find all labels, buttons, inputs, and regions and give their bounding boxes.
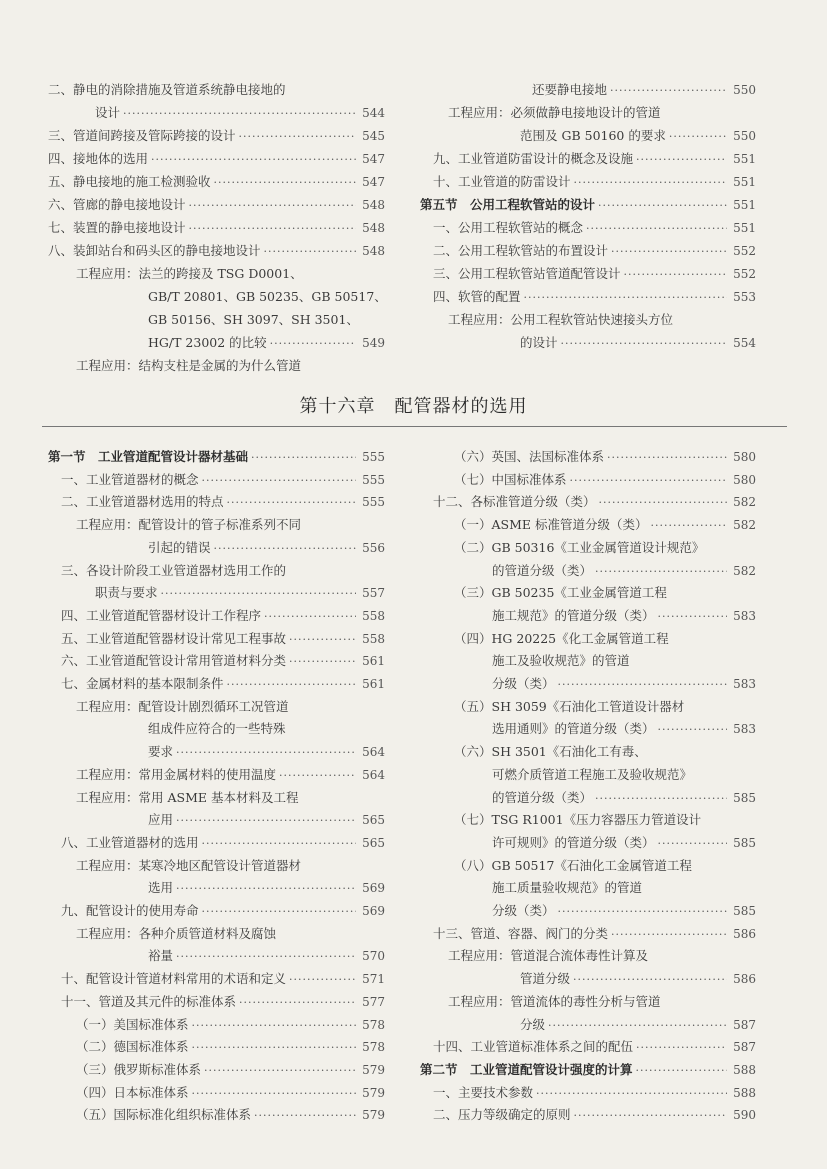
toc-leader-dots	[192, 1083, 356, 1105]
toc-page-number: 555	[362, 495, 385, 510]
toc-entry-title: 的管道分级（类）	[492, 562, 593, 578]
toc-entry	[420, 764, 756, 786]
toc-entry	[48, 718, 385, 740]
toc-section-heading	[420, 1059, 756, 1081]
toc-page-number: 587	[733, 1040, 756, 1055]
toc-page-number: 590	[733, 1108, 756, 1123]
toc-leader-dots	[658, 719, 727, 741]
toc-entry	[48, 537, 385, 559]
toc-page-number: 555	[362, 450, 385, 464]
toc-entry	[420, 446, 756, 468]
toc-entry	[48, 650, 385, 672]
toc-page-number: 578	[362, 1017, 385, 1032]
toc-entry-title: （三）俄罗斯标准体系	[76, 1061, 202, 1077]
toc-leader-dots	[289, 629, 356, 651]
toc-entry	[420, 696, 756, 718]
toc-entry	[420, 900, 756, 922]
toc-entry-title: 三、公用工程软管站管道配管设计	[433, 266, 621, 281]
toc-entry	[48, 877, 385, 899]
toc-leader-dots	[636, 1060, 727, 1082]
toc-entry	[48, 355, 385, 377]
toc-entry-title: 九、工业管道防雷设计的概念及设施	[433, 151, 634, 166]
toc-entry-title: 二、公用工程软管站的布置设计	[433, 243, 609, 258]
chapter-divider	[42, 426, 787, 427]
toc-entry-title: 四、工业管道配管器材设计工作程序	[61, 607, 262, 623]
toc-entry-title: 工程应用：配管设计的管子标准系列不同	[76, 517, 302, 533]
toc-section-heading	[420, 194, 756, 216]
toc-entry-title: 六、工业管道配管设计常用管道材料分类	[61, 653, 287, 669]
toc-leader-dots	[214, 538, 356, 560]
toc-leader-dots	[254, 1105, 356, 1127]
toc-entry-title: 裕量	[148, 948, 174, 964]
toc-leader-dots	[636, 149, 727, 171]
toc-entry-title: 要求	[148, 744, 174, 760]
toc-leader-dots	[289, 651, 356, 673]
toc-leader-dots	[123, 103, 356, 125]
toc-leader-dots	[651, 515, 728, 537]
toc-entry-title: 十一、管道及其元件的标准体系	[61, 993, 237, 1009]
toc-bottom-left-column	[48, 446, 385, 1136]
toc-entry	[48, 79, 385, 101]
toc-page-number: 588	[733, 1085, 756, 1100]
toc-entry-title: （六）SH 3501《石油化工有毒、	[454, 744, 647, 760]
toc-entry-title: （二）德国标准体系	[76, 1039, 189, 1055]
toc-page-number: 583	[733, 677, 756, 691]
toc-entry	[420, 582, 756, 604]
toc-leader-dots	[574, 172, 727, 194]
toc-leader-dots	[561, 333, 727, 355]
toc-entry-title: 工程应用：常用 ASME 基本材料及工程	[76, 789, 299, 805]
toc-page-number: 548	[362, 198, 385, 212]
toc-leader-dots	[610, 80, 727, 102]
toc-entry	[48, 1036, 385, 1058]
toc-entry-title: 九、配管设计的使用寿命	[61, 903, 199, 918]
toc-entry-title: 工程应用：常用金属材料的使用温度	[76, 766, 277, 782]
toc-page-number: 579	[362, 1062, 385, 1077]
toc-leader-dots	[624, 264, 727, 286]
toc-leader-dots	[598, 195, 727, 217]
toc-leader-dots	[161, 583, 356, 605]
toc-leader-dots	[558, 674, 727, 696]
toc-entry	[420, 332, 756, 354]
toc-entry-title: （一）美国标准体系	[76, 1016, 189, 1032]
toc-entry	[420, 125, 756, 147]
toc-page-number: 582	[733, 518, 756, 533]
toc-page-number: 552	[733, 244, 756, 258]
toc-entry	[420, 217, 756, 239]
toc-entry-title: 组成件应符合的一些特殊	[148, 721, 286, 737]
toc-page-number: 565	[362, 813, 385, 828]
toc-entry	[420, 877, 756, 899]
toc-entry-title: 选用通则》的管道分级（类）	[492, 721, 655, 737]
toc-entry	[420, 1082, 756, 1104]
toc-entry	[48, 1082, 385, 1104]
toc-entry	[420, 537, 756, 559]
toc-page-number: 550	[733, 129, 756, 143]
toc-leader-dots	[611, 241, 727, 263]
toc-entry-title: （一）ASME 标准管道分级（类）	[454, 517, 648, 533]
toc-entry-title: GB/T 20801、GB 50235、GB 50517、	[148, 289, 387, 304]
toc-page-number: 580	[733, 472, 756, 487]
toc-entry	[48, 491, 385, 513]
toc-leader-dots	[202, 833, 356, 855]
toc-entry-title: 二、压力等级确定的原则	[433, 1107, 571, 1123]
toc-page-number: 565	[362, 835, 385, 850]
toc-entry	[420, 102, 756, 124]
toc-entry-title: 应用	[148, 812, 174, 828]
toc-leader-dots	[264, 606, 356, 628]
toc-leader-dots	[202, 470, 356, 492]
toc-leader-dots	[189, 195, 356, 217]
toc-entry	[420, 673, 756, 695]
toc-entry-title: 范围及 GB 50160 的要求	[520, 128, 666, 143]
toc-page-number: 554	[733, 336, 756, 350]
toc-entry-title: 十二、各标准管道分级（类）	[433, 494, 596, 510]
toc-page-number: 587	[733, 1017, 756, 1032]
toc-entry-title: 工程应用：各种介质管道材料及腐蚀	[76, 925, 277, 941]
toc-entry	[48, 217, 385, 239]
toc-page-number: 564	[362, 767, 385, 782]
toc-entry-title: 五、工业管道配管器材设计常见工程事故	[61, 630, 287, 646]
toc-entry-title: 管道分级	[520, 971, 571, 987]
toc-entry	[420, 855, 756, 877]
toc-entry-title: 引起的错误	[148, 539, 211, 555]
toc-entry-title: 的管道分级（类）	[492, 789, 593, 805]
toc-top-left-column	[48, 79, 385, 379]
toc-entry-title: 十四、工业管道标准体系之间的配伍	[433, 1039, 634, 1055]
toc-entry	[48, 741, 385, 763]
toc-entry	[48, 171, 385, 193]
toc-page-number: 549	[362, 336, 385, 350]
toc-entry	[48, 560, 385, 582]
toc-page-number: 580	[733, 450, 756, 464]
toc-entry	[48, 809, 385, 831]
toc-entry-title: （三）GB 50235《工业金属管道工程	[454, 585, 667, 601]
toc-entry	[420, 469, 756, 491]
toc-entry	[420, 263, 756, 285]
toc-entry	[420, 286, 756, 308]
toc-leader-dots	[251, 447, 356, 469]
toc-entry	[48, 968, 385, 990]
toc-entry-title: 工程应用：结构支柱是金属的为什么管道	[76, 358, 302, 373]
toc-page-number: 585	[733, 904, 756, 918]
toc-entry-title: 工程应用：管道流体的毒性分析与管道	[448, 993, 661, 1009]
toc-entry	[420, 832, 756, 854]
toc-page-number: 569	[362, 904, 385, 918]
toc-entry	[420, 491, 756, 513]
toc-leader-dots	[227, 674, 356, 696]
toc-page-number: 561	[362, 677, 385, 691]
toc-entry-title: 十、配管设计管道材料常用的术语和定义	[61, 971, 287, 987]
toc-page-number: 552	[733, 267, 756, 281]
toc-page-number: 551	[733, 221, 756, 235]
toc-entry-title: 工程应用：某寒冷地区配管设计管道器材	[76, 857, 302, 873]
toc-leader-dots	[611, 924, 727, 946]
toc-entry-title: 二、静电的消除措施及管道系统静电接地的	[48, 82, 286, 97]
toc-entry-title: 十三、管道、容器、阀门的分类	[433, 925, 609, 941]
toc-entry	[48, 309, 385, 331]
toc-entry	[420, 171, 756, 193]
toc-entry-title: （七）TSG R1001《压力容器压力管道设计	[454, 812, 702, 828]
toc-leader-dots	[264, 241, 356, 263]
toc-page-number: 548	[362, 244, 385, 258]
toc-page-number: 583	[733, 608, 756, 623]
toc-entry-title: 的设计	[520, 335, 558, 350]
toc-leader-dots	[202, 901, 356, 923]
toc-entry	[48, 855, 385, 877]
toc-leader-dots	[176, 878, 356, 900]
toc-leader-dots	[289, 969, 356, 991]
toc-leader-dots	[176, 810, 356, 832]
toc-entry-title: 第二节 工业管道配管设计强度的计算	[420, 1061, 633, 1077]
toc-leader-dots	[151, 149, 356, 171]
toc-page-number: 578	[362, 1040, 385, 1055]
toc-page-number: 588	[733, 1062, 756, 1077]
toc-entry-title: 施工质量验收规范》的管道	[492, 880, 643, 896]
toc-entry	[48, 194, 385, 216]
toc-page-number: 553	[733, 290, 756, 304]
toc-entry	[420, 923, 756, 945]
toc-leader-dots	[192, 1037, 356, 1059]
toc-entry	[420, 1036, 756, 1058]
toc-entry-title: 第五节 公用工程软管站的设计	[420, 197, 596, 212]
toc-entry-title: （四）HG 20225《化工金属管道工程	[454, 630, 669, 646]
toc-entry	[48, 1059, 385, 1081]
toc-entry	[420, 968, 756, 990]
toc-leader-dots	[573, 969, 727, 991]
toc-page-number: 548	[362, 221, 385, 235]
toc-leader-dots	[192, 1015, 356, 1037]
toc-entry-title: （七）中国标准体系	[454, 471, 567, 487]
toc-entry	[420, 79, 756, 101]
toc-leader-dots	[279, 765, 356, 787]
toc-entry-title: 施工规范》的管道分级（类）	[492, 607, 655, 623]
toc-entry	[420, 148, 756, 170]
toc-entry-title: 四、接地体的选用	[48, 151, 149, 166]
toc-page-number: 551	[733, 198, 756, 212]
toc-entry-title: 分级（类）	[492, 676, 555, 691]
toc-entry-title: 许可规则》的管道分级（类）	[492, 834, 655, 850]
toc-page-number: 586	[733, 972, 756, 987]
toc-entry	[420, 718, 756, 740]
toc-page-number: 558	[362, 631, 385, 646]
toc-entry-title: 七、金属材料的基本限制条件	[61, 676, 224, 691]
toc-leader-dots	[189, 218, 356, 240]
toc-bottom-right-column	[420, 446, 756, 1136]
toc-entry	[420, 560, 756, 582]
toc-entry	[48, 605, 385, 627]
toc-entry	[48, 764, 385, 786]
toc-entry-title: 第一节 工业管道配管设计器材基础	[48, 449, 249, 464]
toc-page-number: 577	[362, 994, 385, 1009]
toc-entry	[48, 240, 385, 262]
toc-leader-dots	[176, 946, 356, 968]
toc-entry-title: （六）英国、法国标准体系	[454, 449, 605, 464]
toc-leader-dots	[239, 992, 356, 1014]
toc-entry-title: 分级	[520, 1016, 546, 1032]
toc-page-number: 558	[362, 608, 385, 623]
toc-entry	[420, 991, 756, 1013]
toc-entry	[48, 945, 385, 967]
toc-page-number: 585	[733, 790, 756, 805]
toc-leader-dots	[204, 1060, 356, 1082]
toc-page-number: 569	[362, 881, 385, 896]
toc-entry	[48, 469, 385, 491]
toc-page-number: 545	[362, 129, 385, 143]
toc-entry	[420, 240, 756, 262]
toc-page-number: 547	[362, 175, 385, 189]
toc-page-number: 544	[362, 106, 385, 120]
toc-page-number: 579	[362, 1108, 385, 1123]
toc-page-number: 582	[733, 495, 756, 510]
toc-entry	[48, 582, 385, 604]
toc-leader-dots	[599, 492, 727, 514]
toc-leader-dots	[658, 833, 727, 855]
toc-entry	[48, 696, 385, 718]
toc-entry	[48, 263, 385, 285]
toc-leader-dots	[636, 1037, 727, 1059]
toc-entry-title: 还要静电接地	[532, 82, 608, 97]
toc-entry	[420, 309, 756, 331]
toc-entry-title: HG/T 23002 的比较	[148, 335, 267, 350]
toc-entry-title: 一、主要技术参数	[433, 1084, 534, 1100]
toc-entry	[48, 332, 385, 354]
toc-entry-title: 八、装卸站台和码头区的静电接地设计	[48, 243, 261, 258]
toc-page-number: 583	[733, 722, 756, 737]
toc-entry-title: 分级（类）	[492, 903, 555, 918]
toc-leader-dots	[607, 447, 727, 469]
toc-page-number: 547	[362, 152, 385, 166]
toc-entry-title: 一、公用工程软管站的概念	[433, 220, 584, 235]
toc-entry	[420, 1014, 756, 1036]
toc-entry	[420, 787, 756, 809]
toc-page-number: 550	[733, 83, 756, 97]
toc-page-number: 579	[362, 1085, 385, 1100]
toc-entry-title: 可燃介质管道工程施工及验收规范》	[492, 766, 693, 782]
toc-leader-dots	[227, 492, 356, 514]
toc-leader-dots	[586, 218, 727, 240]
toc-page-number: 551	[733, 152, 756, 166]
toc-leader-dots	[669, 126, 727, 148]
toc-entry	[48, 991, 385, 1013]
toc-entry-title: 工程应用：法兰的跨接及 TSG D0001、	[76, 266, 303, 281]
toc-page-number: 570	[362, 949, 385, 964]
toc-page-number: 551	[733, 175, 756, 189]
toc-entry-title: 三、管道间跨接及管际跨接的设计	[48, 128, 236, 143]
toc-entry-title: 选用	[148, 880, 174, 896]
toc-entry	[48, 286, 385, 308]
toc-entry	[48, 102, 385, 124]
toc-entry	[48, 832, 385, 854]
toc-section-heading	[48, 446, 385, 468]
toc-entry-title: 二、工业管道器材选用的特点	[61, 494, 224, 510]
toc-entry-title: 六、管廊的静电接地设计	[48, 197, 186, 212]
toc-entry	[48, 923, 385, 945]
toc-entry-title: 工程应用：配管设计剧烈循环工况管道	[76, 698, 289, 714]
toc-entry	[420, 945, 756, 967]
toc-leader-dots	[176, 742, 356, 764]
chapter-title: 第十六章 配管器材的选用	[299, 396, 528, 417]
toc-leader-dots	[570, 470, 727, 492]
toc-entry	[48, 125, 385, 147]
toc-leader-dots	[239, 126, 356, 148]
toc-entry	[420, 741, 756, 763]
toc-entry-title: 十、工业管道的防雷设计	[433, 174, 571, 189]
toc-entry	[48, 1014, 385, 1036]
toc-leader-dots	[595, 788, 727, 810]
toc-entry-title: 一、工业管道器材的概念	[61, 471, 199, 487]
toc-leader-dots	[548, 1015, 727, 1037]
toc-entry-title: 四、软管的配置	[433, 289, 521, 304]
toc-page-number: 561	[362, 654, 385, 669]
toc-page-number: 556	[362, 540, 385, 555]
toc-entry-title: 五、静电接地的施工检测验收	[48, 174, 211, 189]
toc-entry	[48, 628, 385, 650]
toc-entry	[48, 148, 385, 170]
toc-entry-title: 七、装置的静电接地设计	[48, 220, 186, 235]
toc-page-number: 586	[733, 926, 756, 941]
toc-leader-dots	[574, 1105, 727, 1127]
toc-entry	[420, 605, 756, 627]
toc-entry	[420, 514, 756, 536]
toc-entry-title: （四）日本标准体系	[76, 1084, 189, 1100]
toc-entry-title: 设计	[95, 105, 121, 120]
toc-entry-title: （五）国际标准化组织标准体系	[76, 1107, 252, 1123]
toc-entry-title: 三、各设计阶段工业管道器材选用工作的	[61, 562, 287, 578]
toc-entry-title: （五）SH 3059《石油化工管道设计器材	[454, 698, 685, 714]
toc-leader-dots	[558, 901, 727, 923]
toc-entry-title: 工程应用：公用工程软管站快速接头方位	[448, 312, 674, 327]
toc-entry-title: 八、工业管道器材的选用	[61, 834, 199, 850]
toc-entry-title: 工程应用：必须做静电接地设计的管道	[448, 105, 661, 120]
toc-entry	[420, 1104, 756, 1126]
toc-page-number: 555	[362, 472, 385, 487]
toc-entry-title: 工程应用：管道混合流体毒性计算及	[448, 948, 649, 964]
toc-entry	[48, 514, 385, 536]
toc-leader-dots	[536, 1083, 727, 1105]
toc-page-number: 582	[733, 563, 756, 578]
toc-entry	[420, 628, 756, 650]
toc-entry	[420, 809, 756, 831]
toc-leader-dots	[658, 606, 727, 628]
toc-page-number: 585	[733, 835, 756, 850]
toc-entry	[420, 650, 756, 672]
toc-page-number: 557	[362, 586, 385, 601]
toc-page-number: 571	[362, 972, 385, 987]
toc-entry	[48, 900, 385, 922]
toc-entry-title: （二）GB 50316《工业金属管道设计规范》	[454, 539, 705, 555]
toc-entry-title: （八）GB 50517《石油化工金属管道工程	[454, 857, 692, 873]
toc-leader-dots	[270, 333, 356, 355]
toc-leader-dots	[595, 561, 727, 583]
toc-entry-title: 施工及验收规范》的管道	[492, 653, 630, 669]
toc-leader-dots	[524, 287, 727, 309]
toc-entry-title: 职责与要求	[95, 585, 158, 601]
toc-page-number: 564	[362, 745, 385, 760]
toc-entry	[48, 673, 385, 695]
toc-entry	[48, 787, 385, 809]
toc-entry-title: GB 50156、SH 3097、SH 3501、	[148, 312, 359, 327]
toc-top-right-column	[420, 79, 756, 359]
toc-leader-dots	[214, 172, 356, 194]
toc-entry	[48, 1104, 385, 1126]
